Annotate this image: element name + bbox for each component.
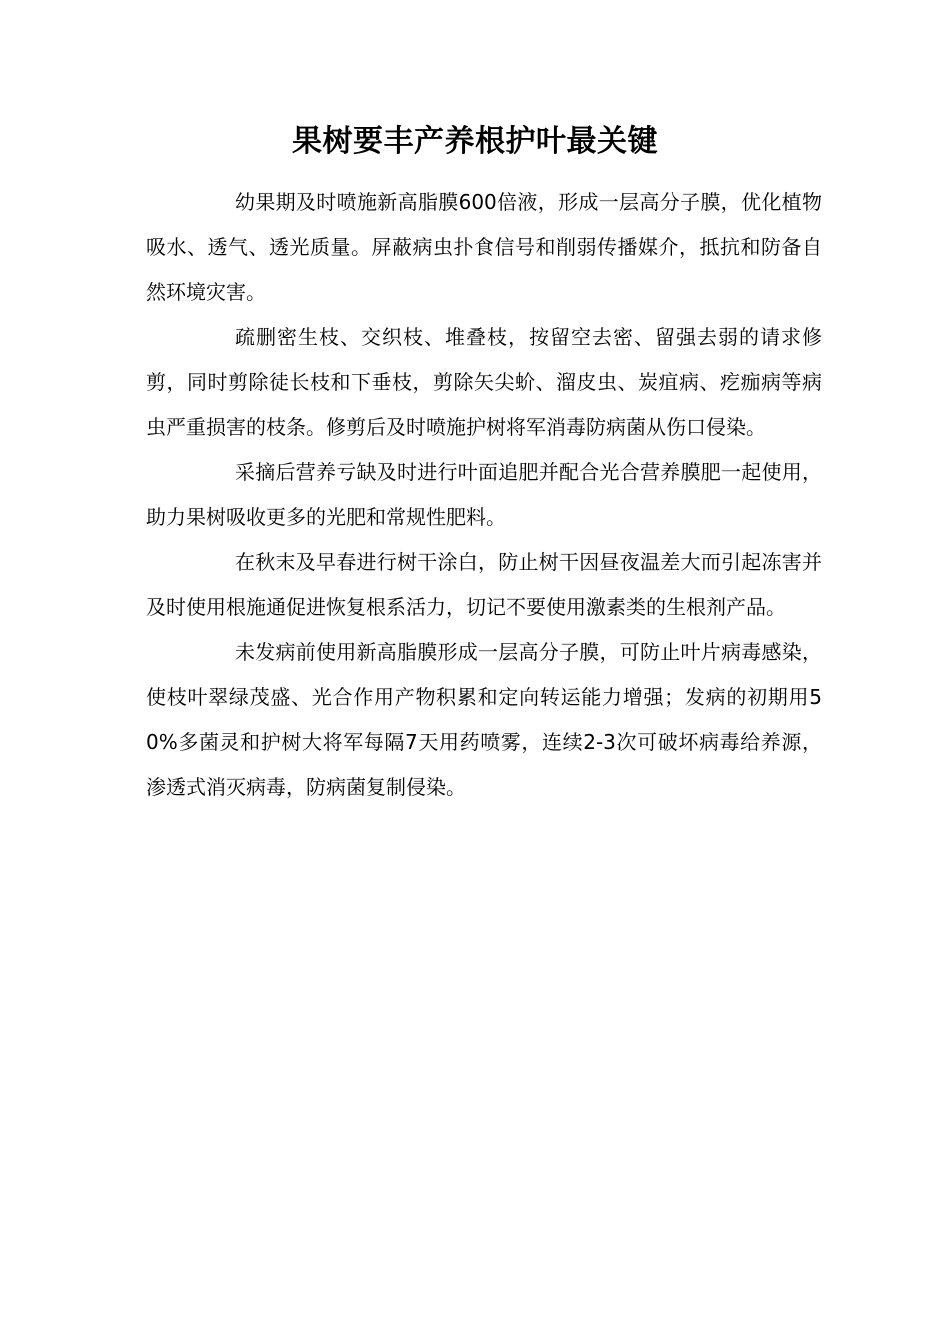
paragraph-5: 未发病前使用新高脂膜形成一层高分子膜，可防止叶片病毒感染，使枝叶翠绿茂盛、光合作用产物积累和定向转运能力增强；发病的初期用50%多菌灵和护树大将军每隔7天用药喷雾，连续2-3次可破坏病毒给养源，渗透式消灭病毒，防病菌复制侵染。	[146, 640, 822, 799]
paragraph-2: 疏删密生枝、交织枝、堆叠枝，按留空去密、留强去弱的请求修剪，同时剪除徒长枝和下垂枝，剪除矢尖蚧、溜皮虫、炭疽病、疙痂病等病虫严重损害的枝条。修剪后及时喷施护树将军消毒防病菌从伤口侵染。	[146, 325, 822, 439]
document-body	[146, 180, 822, 810]
paragraph-4: 在秋末及早春进行树干涂白，防止树干因昼夜温差大而引起冻害并及时使用根施通促进恢复根系活力，切记不要使用激素类的生根剂产品。	[146, 550, 822, 619]
paragraph-3: 采摘后营养亏缺及时进行叶面追肥并配合光合营养膜肥一起使用，助力果树吸收更多的光肥和常规性肥料。	[146, 460, 822, 529]
document-title: 果树要丰产养根护叶最关键	[292, 124, 658, 159]
paragraph-1: 幼果期及时喷施新高脂膜600倍液，形成一层高分子膜，优化植物吸水、透气、透光质量。屏蔽病虫扑食信号和削弱传播媒介，抵抗和防备自然环境灾害。	[146, 190, 822, 304]
